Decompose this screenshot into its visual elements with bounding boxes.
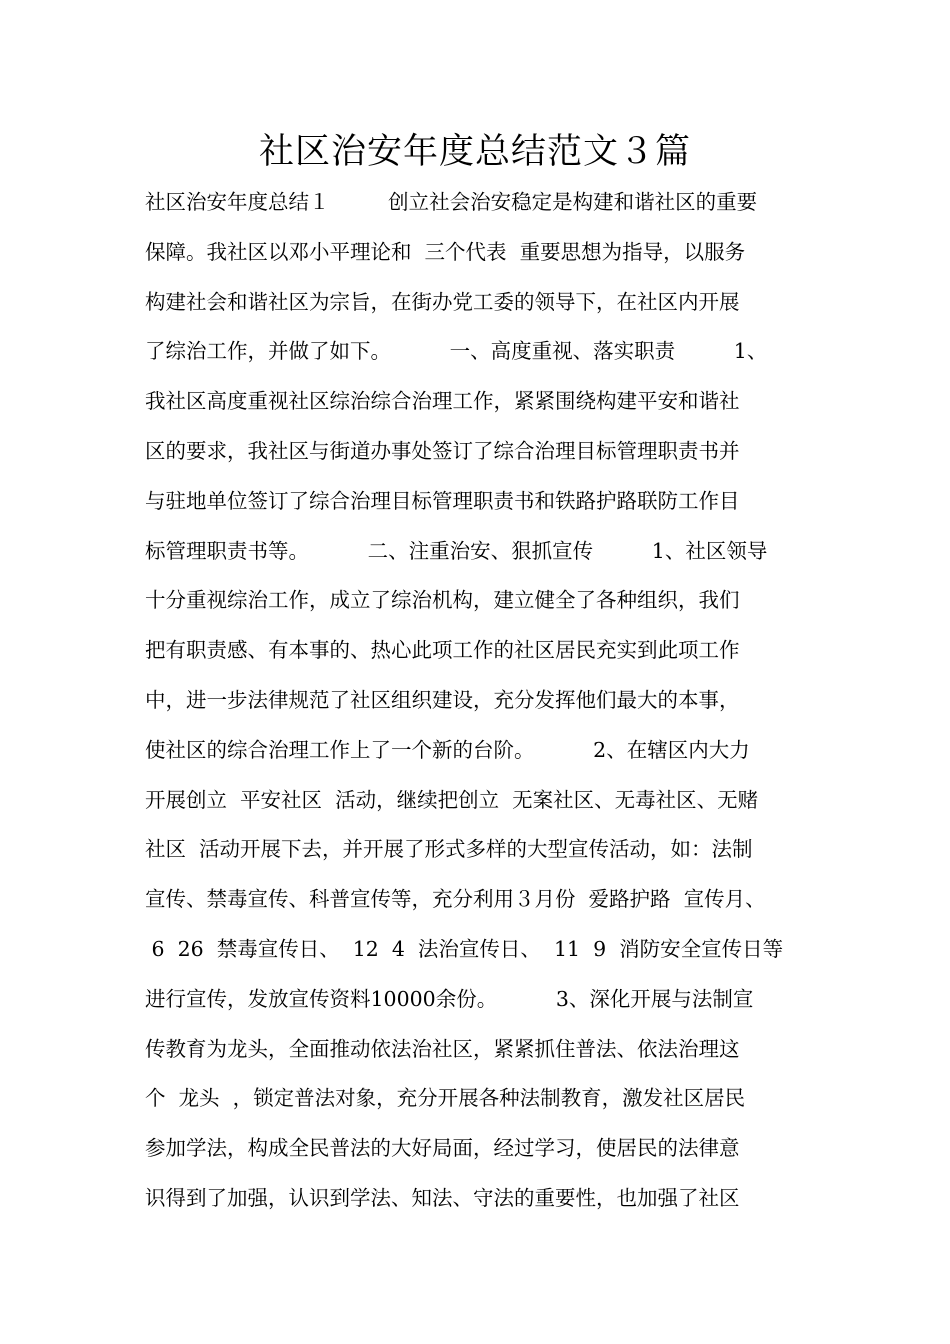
- body-line: 区的要求，我社区与街道办事处签订了综合治理目标管理职责书并: [145, 438, 740, 463]
- body-line: 个 龙头 ，锁定普法对象，充分开展各种法制教育，激发社区居民: [145, 1086, 746, 1111]
- body-line: 标管理职责书等。 二、注重治安、狠抓宣传 1、社区领导: [145, 538, 768, 563]
- body-line: 参加学法，构成全民普法的大好局面，经过学习，使居民的法律意: [145, 1136, 740, 1161]
- body-line: 进行宣传，发放宣传资料10000余份。 3、深化开展与法制宣: [145, 986, 754, 1011]
- body-line: 十分重视综治工作，成立了综治机构，建立健全了各种组织，我们: [145, 588, 740, 613]
- body-line: 使社区的综合治理工作上了一个新的台阶。 2、在辖区内大力: [145, 737, 750, 762]
- body-line: 与驻地单位签订了综合治理目标管理职责书和铁路护路联防工作目: [145, 488, 740, 513]
- body-line: 6 26 禁毒宣传日、 12 4 法治宣传日、 11 9 消防安全宣传日等: [145, 936, 784, 961]
- body-line: 传教育为龙头，全面推动依法治社区，紧紧抓住普法、依法治理这: [145, 1036, 740, 1061]
- body-line: 中，进一步法律规范了社区组织建设，充分发挥他们最大的本事，: [145, 687, 740, 712]
- body-line: 我社区高度重视社区综治综合治理工作，紧紧围绕构建平安和谐社: [145, 389, 740, 414]
- document-title: 社区治安年度总结范文３篇: [258, 132, 691, 172]
- body-line: 开展创立 平安社区 活动，继续把创立 无案社区、无毒社区、无赌: [145, 787, 759, 812]
- body-line: 了综治工作，并做了如下。 一、高度重视、落实职责 1、: [145, 339, 768, 364]
- body-line: 识得到了加强，认识到学法、知法、守法的重要性，也加强了社区: [145, 1185, 740, 1210]
- body-line: 社区 活动开展下去，并开展了形式多样的大型宣传活动，如：法制: [145, 837, 753, 862]
- body-line: 构建社会和谐社区为宗旨，在街办党工委的领导下，在社区内开展: [145, 289, 740, 314]
- document-body: [145, 182, 835, 1228]
- body-line: 宣传、禁毒宣传、科普宣传等，充分利用３月份 爱路护路 宣传月、: [145, 887, 766, 912]
- body-line: 保障。我社区以邓小平理论和 三个代表 重要思想为指导，以服务: [145, 239, 746, 264]
- body-line: 把有职责感、有本事的、热心此项工作的社区居民充实到此项工作: [145, 638, 740, 663]
- body-line: 社区治安年度总结１ 创立社会治安稳定是构建和谐社区的重要: [145, 190, 758, 214]
